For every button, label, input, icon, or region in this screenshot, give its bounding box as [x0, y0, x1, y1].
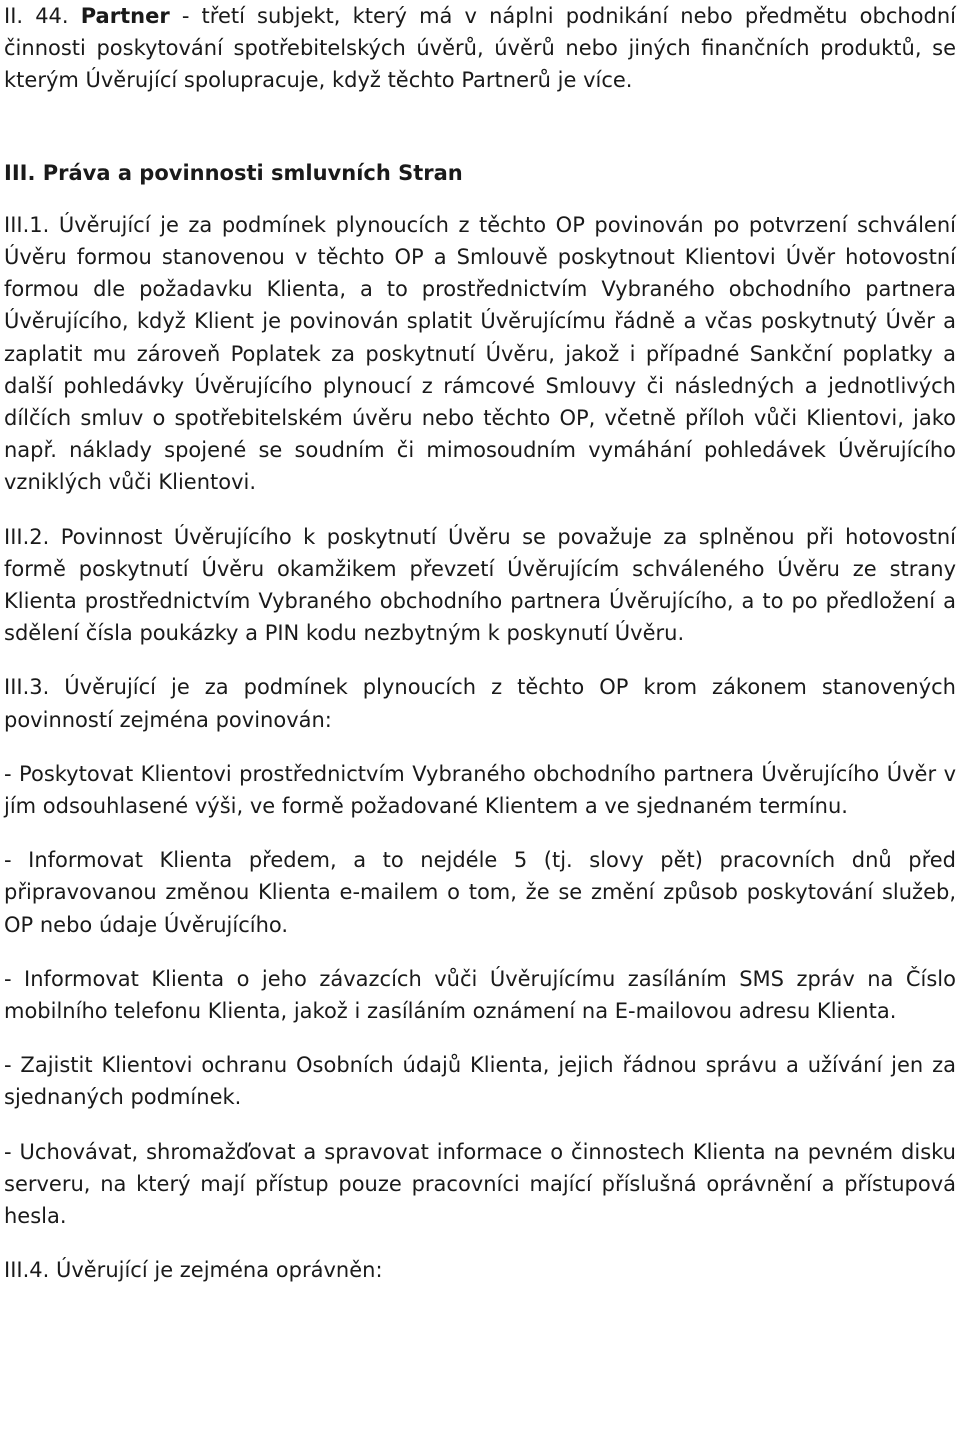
paragraph-iii-2: III.2. Povinnost Úvěrujícího k poskytnutí Úvěru se považuje za splněnou při hotovostní formě poskytnutí Úvěru okamžikem převzetí Úvěrujícím schváleného Úvěru ze strany Klienta prostřednictvím Vybraného obchodního partnera Úvěrujícího, a to po předložení a sdělení čísla poukázky a PIN kodu nezbytným k poskynutí Úvěru.: [4, 524, 956, 646]
partner-definition: [4, 0, 956, 97]
obligation-item-2: - Informovat Klienta předem, a to nejdéle 5 (tj. slovy pět) pracovních dnů před připravovanou změnou Klienta e-mailem o tom, že se změní způsob poskytování služeb, OP nebo údaje Úvěrujícího.: [4, 848, 956, 937]
partner-term: Partner: [80, 4, 170, 28]
paragraph-iii-4: III.4. Úvěrující je zejména oprávněn:: [4, 1258, 383, 1283]
partner-item-number: II. 44.: [4, 4, 69, 28]
paragraph-iii-1: III.1. Úvěrující je za podmínek plynoucích z těchto OP povinován po potvrzení schválení Úvěru formou stanovenou v těchto OP a Smlouvě poskytnout Klientovi Úvěr hotovostní formou dle požadavku Klienta, a to prostřednictvím Vybraného obchodního partnera Úvěrujícího, když Klient je povinován splatit Úvěrujícímu řádně a včas poskytnutý Úvěr a zaplatit mu zároveň Poplatek za poskytnutí Úvěru, jakož i případné Sankční poplatky a další pohledávky Úvěrujícího plynoucí z rámcové Smlouvy či následných a jednotlivých dílčích smluv o spotřebitelském úvěru nebo těchto OP, včetně příloh vůči Klientovi, jako např. náklady spojené se soudním či mimosoudním vymáhání pohledávek Úvěrujícího vzniklých vůči Klientovi.: [4, 212, 956, 495]
document-page: [4, 0, 956, 1287]
paragraph-iii-3: III.3. Úvěrující je za podmínek plynoucích z těchto OP krom zákonem stanovených povinností zejména povinován:: [4, 675, 956, 732]
obligation-item-1: - Poskytovat Klientovi prostřednictvím Vybraného obchodního partnera Úvěrujícího Úvěr v jím odsouhlasené výši, ve formě požadované Klientem a ve sjednaném termínu.: [4, 761, 956, 819]
obligation-item-3: - Informovat Klienta o jeho závazcích vůči Úvěrujícímu zasíláním SMS zpráv na Číslo mobilního telefonu Klienta, jakož i zasíláním oznámení na E-mailovou adresu Klienta.: [4, 966, 956, 1024]
partner-text: - třetí subjekt, který má v náplni podnikání nebo předmětu obchodní činnosti poskytování spotřebitelských úvěrů, úvěrů nebo jiných finančních produktů, se kterým Úvěrující spolupracuje, když těchto Partnerů je více.: [4, 4, 956, 93]
obligation-item-5: - Uchovávat, shromažďovat a spravovat informace o činnostech Klienta na pevném disku serveru, na který mají přístup pouze pracovníci mající příslušná oprávnění a přístupová hesla.: [4, 1139, 956, 1229]
obligation-item-4: - Zajistit Klientovi ochranu Osobních údajů Klienta, jejich řádnou správu a užívání jen za sjednaných podmínek.: [4, 1053, 956, 1110]
section-heading: III. Práva a povinnosti smluvních Stran: [4, 160, 463, 185]
